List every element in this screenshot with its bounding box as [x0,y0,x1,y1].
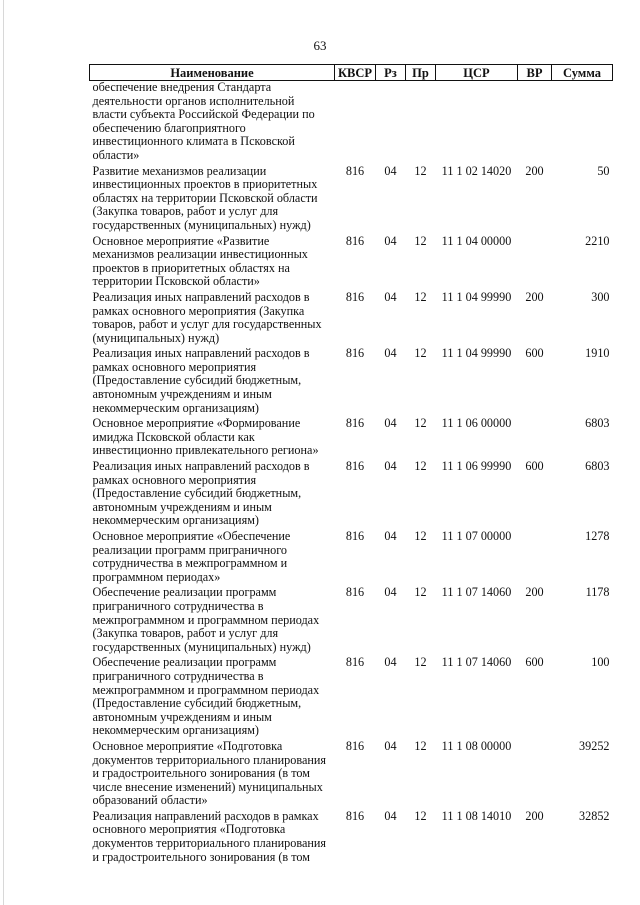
scan-edge-line [3,0,4,905]
header-sum: Сумма [552,65,613,81]
row-rz: 04 [384,808,397,823]
row-kvsr: 816 [345,529,365,543]
row-rz: 04 [384,163,397,178]
row-kvsr: 816 [345,808,365,823]
row-rz: 04 [384,233,397,248]
row-sum: 39252 [579,738,610,753]
table-row [90,586,613,656]
header-csr: ЦСР [436,65,518,81]
row-rz: 04 [384,738,397,753]
row-pr: 12 [414,585,427,600]
row-name: Реализация иных направлений расходов в рамках основного мероприятия (Предоставление субсидий бюджетным, автономным учреждениям и иным некоммерческим организациям) [92,459,310,528]
table-row [90,530,613,586]
row-kvsr: 816 [345,233,365,248]
row-sum: 50 [597,163,610,178]
row-csr [436,81,518,165]
row-sum: 6803 [585,416,610,431]
table-body [90,81,613,867]
row-vr: 200 [525,289,544,304]
row-rz: 04 [384,459,397,474]
budget-table [89,64,613,866]
table-row [90,810,613,866]
row-vr [518,235,552,291]
row-sum: 2210 [585,233,610,248]
row-sum: 1278 [585,529,610,543]
row-kvsr: 816 [345,655,365,670]
row-csr: 11 1 08 14010 [441,808,512,823]
header-vr: ВР [518,65,552,81]
table-row [90,235,613,291]
row-csr: 11 1 04 00000 [441,233,512,248]
row-rz [376,81,406,165]
row-kvsr: 816 [345,346,365,361]
row-kvsr [335,81,376,165]
table-row [90,165,613,235]
row-pr: 12 [414,289,427,304]
row-sum [552,81,613,165]
row-vr: 200 [525,808,544,823]
row-pr: 12 [414,655,427,670]
row-pr: 12 [414,459,427,474]
row-name: Развитие механизмов реализации инвестиционных проектов в приоритетных областях на территории Псковской области (Закупка товаров, работ и услуг для государственных (муниципальных) нужд) [92,163,318,232]
row-vr: 600 [525,346,544,361]
row-rz: 04 [384,289,397,304]
table-row [90,81,613,165]
row-kvsr: 816 [345,459,365,474]
row-pr: 12 [414,738,427,753]
row-csr: 11 1 08 00000 [441,738,512,753]
row-rz: 04 [384,585,397,600]
row-rz: 04 [384,416,397,431]
row-sum: 100 [591,655,610,670]
row-csr: 11 1 07 14060 [441,655,512,670]
row-pr: 12 [414,529,427,543]
row-name: Обеспечение реализации программ приграничного сотрудничества в межпрограммном и программном периодах (Предоставление субсидий бюджетным, автономным учреждениям и иным некоммерческим организациям) [92,655,320,738]
row-vr: 200 [525,585,544,600]
row-vr [518,417,552,460]
row-csr: 11 1 07 14060 [441,585,512,600]
row-csr: 11 1 06 00000 [441,416,512,431]
table-row [90,417,613,460]
row-sum: 32852 [579,808,610,823]
row-name: Реализация направлений расходов в рамках основного мероприятия «Подготовка документов территориального планирования и градостроительного зонирования (в том [92,808,327,864]
row-sum: 300 [591,289,610,304]
row-name: Основное мероприятие «Формирование имиджа Псковской области как инвестиционно привлекательного региона» [92,416,319,458]
row-vr [518,81,552,165]
table-row [90,656,613,740]
row-rz: 04 [384,529,397,543]
row-pr [406,81,436,165]
row-rz: 04 [384,346,397,361]
row-kvsr: 816 [345,163,365,178]
row-name: Обеспечение реализации программ приграничного сотрудничества в межпрограммном и программном периодах (Закупка товаров, работ и услуг для государственных (муниципальных) нужд) [92,585,320,654]
header-name: Наименование [90,65,335,81]
row-sum: 1178 [585,585,610,600]
row-pr: 12 [414,416,427,431]
row-csr: 11 1 06 99990 [441,459,512,474]
header-rz: Рз [376,65,406,81]
row-rz: 04 [384,655,397,670]
page-number: 63 [313,38,327,53]
row-vr: 600 [525,655,544,670]
row-csr: 11 1 02 14020 [441,163,512,178]
row-vr: 600 [525,459,544,474]
table-row [90,460,613,530]
row-csr: 11 1 04 99990 [441,346,512,361]
row-pr: 12 [414,808,427,823]
row-csr: 11 1 07 00000 [441,529,512,543]
header-pr: Пр [406,65,436,81]
row-csr: 11 1 04 99990 [441,289,512,304]
row-name: Реализация иных направлений расходов в рамках основного мероприятия (Закупка товаров, работ и услуг для государственных (муниципальных) нужд) [92,289,322,345]
row-kvsr: 816 [345,585,365,600]
table-header-row [90,65,613,81]
table-row [90,740,613,810]
row-sum: 6803 [585,459,610,474]
row-kvsr: 816 [345,738,365,753]
row-kvsr: 816 [345,416,365,431]
row-kvsr: 816 [345,289,365,304]
row-name: Реализация иных направлений расходов в рамках основного мероприятия (Предоставление субсидий бюджетным, автономным учреждениям и иным некоммерческим организациям) [92,346,310,415]
row-vr: 200 [525,163,544,178]
header-kvsr: КВСР [335,65,376,81]
row-vr [518,740,552,810]
row-name: обеспечение внедрения Стандарта деятельности органов исполнительной власти субъекта Российской Федерации по обеспечению благоприятного инвестиционного климата в Псковской области» [92,80,315,162]
row-name: Основное мероприятие «Развитие механизмов реализации инвестиционных проектов в приоритетных областях на территории Псковской области» [92,233,308,289]
row-sum: 1910 [585,346,610,361]
table-row [90,347,613,417]
row-name: Основное мероприятие «Подготовка документов территориального планирования и градостроительного зонирования (в том числе внесение изменений) муниципальных образований области» [92,738,327,808]
row-pr: 12 [414,346,427,361]
row-pr: 12 [414,163,427,178]
row-name: Основное мероприятие «Обеспечение реализации программ приграничного сотрудничества в межпрограммном и программном периодах» [92,529,291,584]
table-row [90,291,613,347]
row-vr [518,530,552,586]
row-pr: 12 [414,233,427,248]
